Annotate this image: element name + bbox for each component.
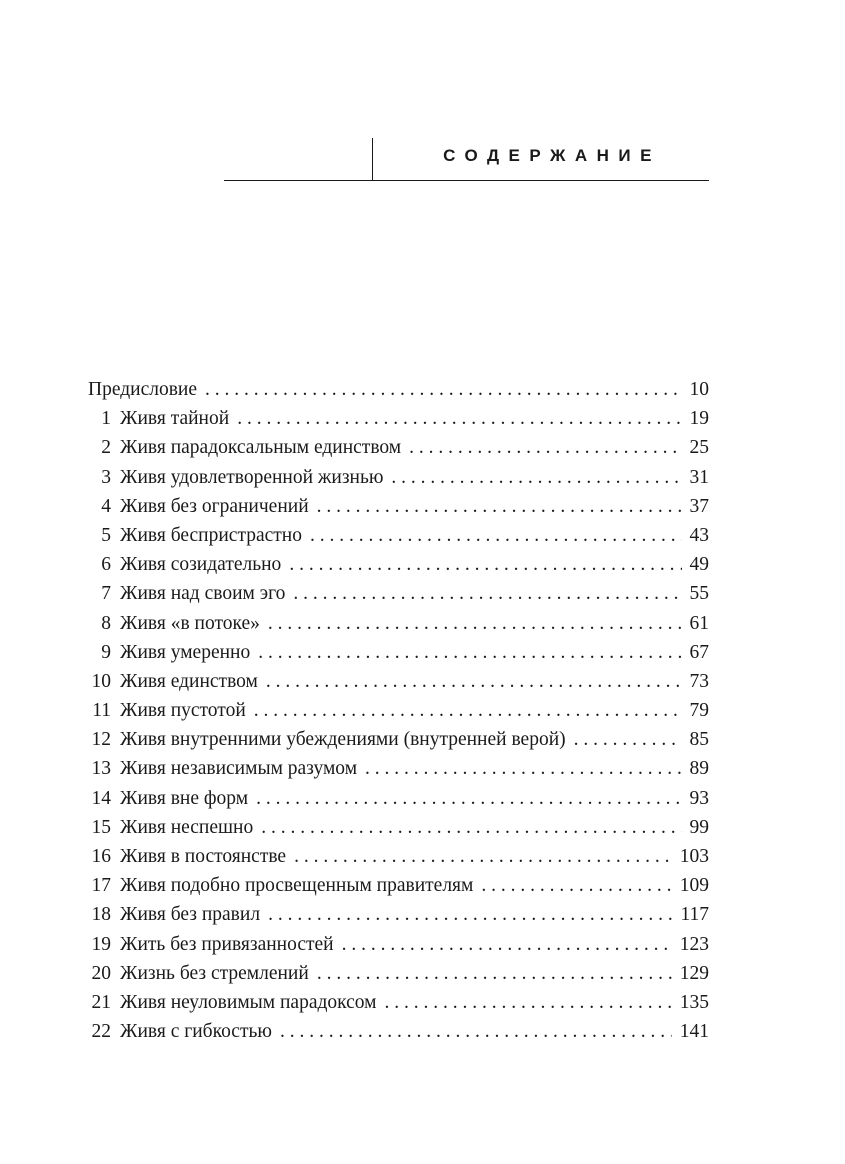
page-title: СОДЕРЖАНИЕ (443, 146, 661, 165)
toc-leader-dots (317, 492, 682, 521)
toc-entry-page: 67 (689, 641, 709, 663)
toc-leader-dots (310, 521, 682, 550)
toc-entry-page: 37 (689, 495, 709, 517)
toc-leader-dots (391, 463, 681, 492)
toc-entry-title: Живя тайной (120, 408, 230, 430)
toc-entry-17[interactable] (88, 871, 709, 900)
toc-entry-title: Живя беспристрастно (120, 524, 302, 546)
toc-entry-page: 123 (679, 933, 709, 955)
toc-entry-title: Живя над своим эго (120, 583, 286, 605)
toc-leader-dots (254, 696, 682, 725)
toc-leader-dots (342, 930, 672, 959)
header-horizontal-rule (224, 180, 709, 181)
toc-entry-number: 21 (91, 991, 111, 1013)
toc-leader-dots (266, 667, 682, 696)
toc-entry-title: Жить без привязанностей (120, 933, 334, 955)
toc-entry-number: 22 (91, 1021, 111, 1043)
toc-entry-number: 11 (92, 700, 111, 722)
header-vertical-rule (372, 138, 373, 181)
toc-leader-dots (409, 433, 681, 462)
toc-entry-page: 10 (689, 379, 709, 400)
toc-entry-title: Живя без ограничений (120, 495, 309, 517)
toc-entry-21[interactable] (88, 988, 709, 1017)
toc-entry-title: Живя «в потоке» (120, 612, 260, 634)
toc-leader-dots (293, 579, 681, 608)
toc-entry-title: Живя независимым разумом (120, 758, 358, 780)
toc-entry-6[interactable] (88, 550, 709, 579)
toc-entry-number: 3 (101, 466, 111, 488)
toc-leader-dots (574, 725, 682, 754)
toc-entry-number: 5 (101, 524, 111, 546)
toc-entry-title: Живя вне форм (120, 787, 249, 809)
toc-entry-9[interactable] (88, 638, 709, 667)
toc-entry-22[interactable] (88, 1017, 709, 1046)
toc-entry-15[interactable] (88, 813, 709, 842)
toc-entry-number: 8 (101, 612, 111, 634)
toc-entry-number: 16 (91, 846, 111, 867)
toc-entry-page: 19 (689, 408, 709, 430)
toc-leader-dots (289, 550, 681, 579)
toc-entry-13[interactable] (88, 754, 709, 783)
toc-leader-dots (205, 375, 681, 404)
toc-entry-3[interactable] (88, 463, 709, 492)
toc-entry-4[interactable] (88, 492, 709, 521)
toc-leader-dots (268, 900, 672, 929)
toc-entry-page: 117 (680, 904, 709, 926)
toc-entry-1[interactable] (88, 404, 709, 433)
toc-entry-page: 49 (689, 554, 709, 576)
toc-entry-page: 93 (689, 787, 709, 809)
toc-entry-page: 25 (689, 437, 709, 459)
toc-entry-12[interactable] (88, 725, 709, 754)
toc-entry-title: Живя без правил (120, 904, 261, 926)
toc-entry-page: 61 (689, 612, 709, 634)
toc-entry-page: 99 (689, 816, 709, 838)
toc-entry-page: 79 (689, 700, 709, 722)
toc-entry-number: 6 (101, 554, 111, 576)
toc-entry-2[interactable] (88, 433, 709, 462)
toc-entry-number: 19 (91, 933, 111, 955)
toc-entry-19[interactable] (88, 930, 709, 959)
toc-entry-number: 14 (91, 787, 111, 809)
toc-entry-title: Предисловие (88, 379, 198, 400)
toc-entry-page: 31 (689, 466, 709, 488)
toc-entry-title: Живя в постоянстве (120, 846, 287, 867)
toc-entry-page: 109 (679, 875, 709, 897)
toc-entry-page: 141 (679, 1021, 709, 1043)
toc-entry-preface[interactable] (88, 375, 709, 404)
table-of-contents (88, 375, 709, 1046)
toc-entry-title: Живя парадоксальным единством (120, 437, 402, 459)
toc-entry-title: Живя неуловимым парадоксом (120, 991, 377, 1013)
toc-entry-number: 13 (91, 758, 111, 780)
toc-entry-number: 7 (101, 583, 111, 605)
toc-entry-title: Живя удовлетворенной жизнью (120, 466, 384, 488)
toc-entry-page: 85 (689, 729, 709, 751)
toc-leader-dots (481, 871, 671, 900)
toc-entry-page: 103 (679, 846, 709, 867)
toc-entry-5[interactable] (88, 521, 709, 550)
toc-leader-dots (258, 638, 681, 667)
toc-header (224, 138, 709, 181)
toc-entry-number: 15 (91, 816, 111, 838)
toc-entry-page: 89 (689, 758, 709, 780)
toc-entry-number: 9 (101, 641, 111, 663)
toc-leader-dots (317, 959, 672, 988)
toc-entry-page: 135 (679, 991, 709, 1013)
toc-entry-title: Жизнь без стремлений (120, 962, 309, 984)
toc-entry-page: 55 (689, 583, 709, 605)
toc-entry-title: Живя созидательно (120, 554, 282, 576)
toc-entry-11[interactable] (88, 696, 709, 725)
toc-entry-10[interactable] (88, 667, 709, 696)
toc-entry-number: 17 (91, 875, 111, 897)
toc-entry-title: Живя неспешно (120, 816, 254, 838)
toc-entry-8[interactable] (88, 609, 709, 638)
toc-entry-20[interactable] (88, 959, 709, 988)
toc-entry-number: 2 (101, 437, 111, 459)
toc-entry-number: 20 (91, 962, 111, 984)
toc-leader-dots (261, 813, 681, 842)
toc-entry-title: Живя единством (120, 670, 258, 692)
toc-entry-number: 18 (91, 904, 111, 926)
toc-leader-dots (268, 609, 682, 638)
toc-entry-7[interactable] (88, 579, 709, 608)
toc-entry-number: 1 (101, 408, 111, 430)
toc-entry-number: 4 (101, 495, 111, 517)
toc-entry-14[interactable] (88, 784, 709, 813)
toc-entry-title: Живя с гибкостью (120, 1021, 272, 1043)
toc-entry-title: Живя внутренними убеждениями (внутренней верой) (120, 729, 566, 751)
toc-entry-18[interactable] (88, 900, 709, 929)
toc-entry-16[interactable] (88, 842, 709, 871)
toc-leader-dots (237, 404, 681, 433)
toc-entry-title: Живя пустотой (120, 700, 246, 722)
toc-entry-number: 10 (91, 670, 111, 692)
toc-entry-title: Живя умеренно (120, 641, 251, 663)
toc-entry-title: Живя подобно просвещенным правителям (120, 875, 474, 897)
toc-leader-dots (385, 988, 672, 1017)
toc-leader-dots (294, 842, 672, 871)
toc-entry-number: 12 (91, 729, 111, 751)
toc-leader-dots (280, 1017, 672, 1046)
toc-entry-page: 43 (689, 524, 709, 546)
toc-entry-page: 129 (679, 962, 709, 984)
toc-leader-dots (256, 784, 681, 813)
toc-leader-dots (365, 754, 681, 783)
toc-entry-page: 73 (689, 670, 709, 692)
